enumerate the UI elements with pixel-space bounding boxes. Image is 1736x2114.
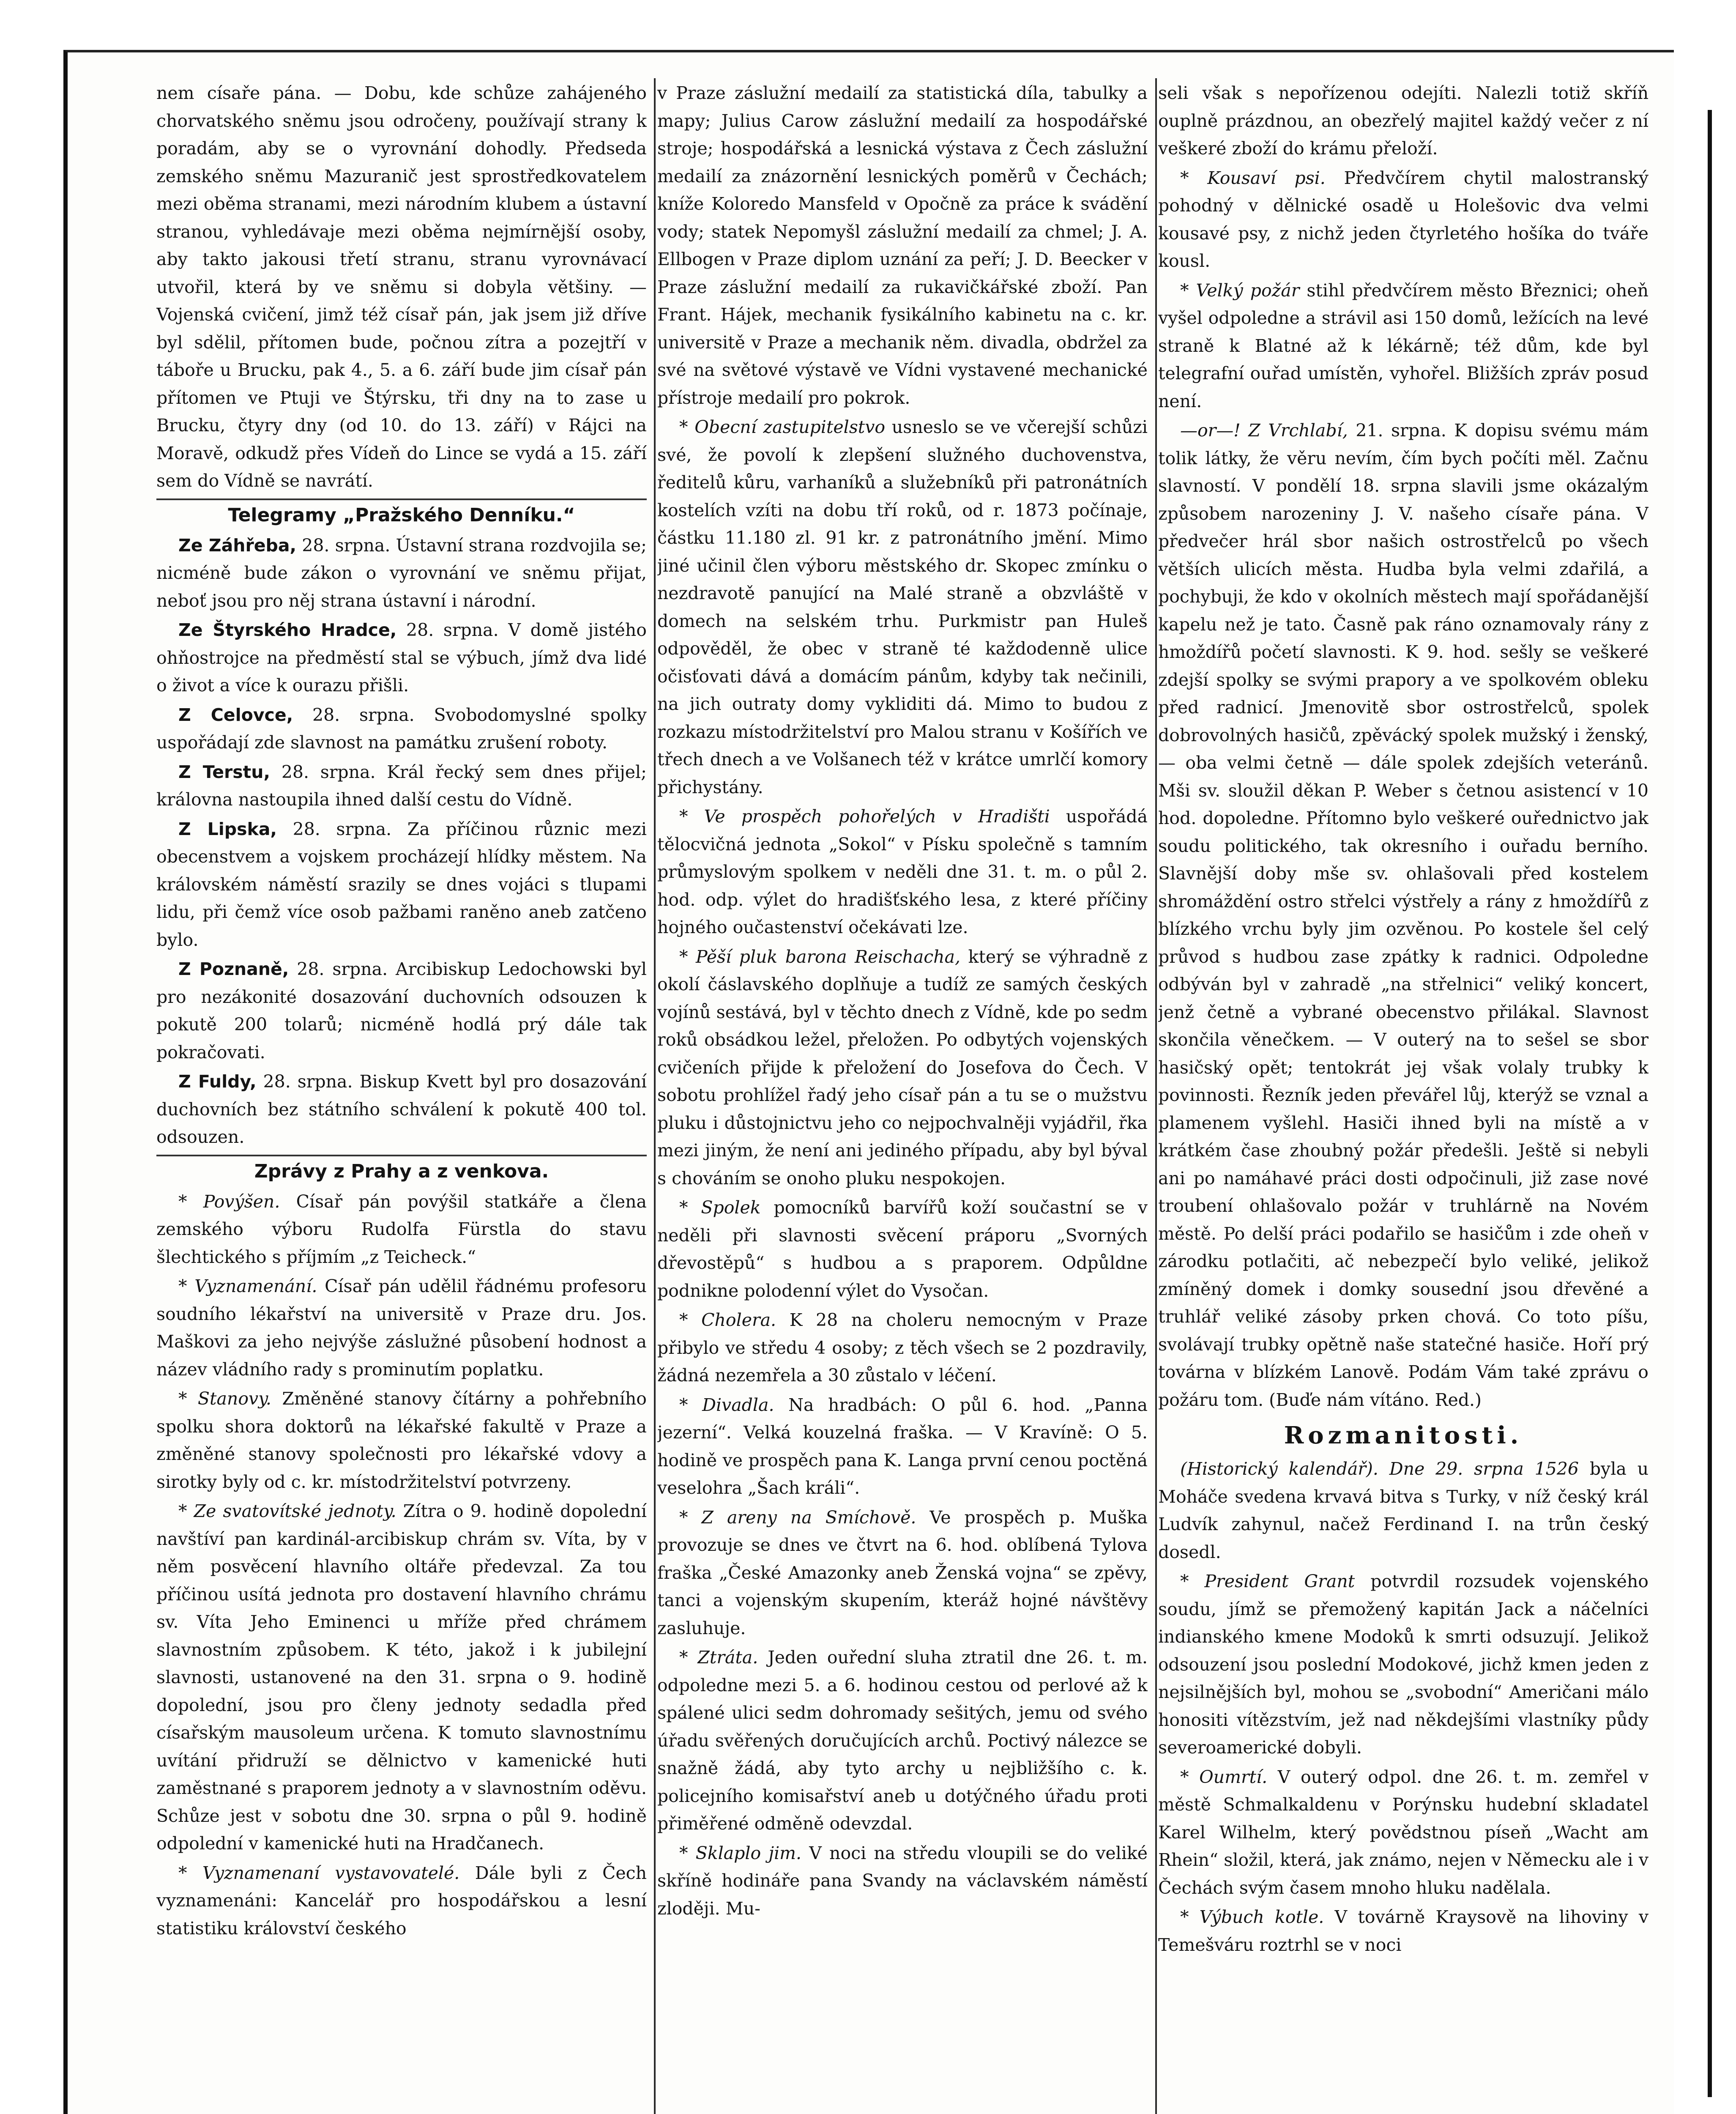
col3-paragraph: seli však s nepořízenou odejíti. Nalezli totiž skříň ouplně prázdnou, an obezřelý majitel každý večer z ní veškeré zboží do krámu přeloží. (1158, 83, 1649, 159)
telegram-item: Z Terstu, 28. srpna. Král řecký sem dnes přijel; královna nastoupila ihned další cestu do Vídně. (156, 761, 647, 810)
news-item: * Povýšen. Císař pán povýšil statkáře a člena zemského výboru Rudolfa Fürstla do stavu šlechtického s příjmím „z Teicheck.“ (156, 1191, 647, 1267)
telegram-item: Z Fuldy, 28. srpna. Biskup Kvett byl pro dosazování duchovních bez státního schválení k pokutě 400 tol. odsouzen. (156, 1071, 647, 1147)
news-item: (Historický kalendář). Dne 29. srpna 1526 byla u Moháče svedena krvavá bitva s Turky, v níž český král Ludvík zahynul, načež Ferdinand I. na trůn český dosedl. (1158, 1459, 1649, 1562)
news-item: * Výbuch kotle. V továrně Kraysově na lihoviny v Temešváru roztrhl se v noci (1158, 1907, 1649, 1955)
column-2 (657, 79, 1148, 2114)
telegram-item: Z Lipska, 28. srpna. Za příčinou různic mezi obecenstvem a vojskem procházejí hlídky městem. Na královském náměstí srazily se dnes vojáci s tlupami lidu, při čemž více osob pažbami raněno aneb zatčeno bylo. (156, 819, 647, 950)
news-item: * Ze svatovítské jednoty. Zítra o 9. hodině dopolední navštíví pan kardinál-arcibiskup chrám sv. Víta, by v něm posvěcení hlavního oltáře předevzal. Za tou příčinou usítá jednota pro dostavení hlavního chrámu sv. Víta Jeho Eminenci u mříže před chrámem slavnostním způsobem. K této, jakož i k jubilejní slavnosti, ustanovené na den 31. srpna o 9. hodině dopolední, jsou pro členy jednoty sedadla před císařským mausoleum určena. K tomuto slavnostnímu uvítání přidruží se dělnictvo v kamenické huti zaměstnané s praporem jednoty a v slavnostním oděvu. Schůze jest v sobotu dne 30. srpna o půl 9. hodině odpolední v kamenické huti na Hradčanech. (156, 1501, 647, 1854)
news-item: * Ztráta. Jeden ouřední sluha ztratil dne 26. t. m. odpoledne mezi 5. a 6. hodinou cestou od perlové až k spálené ulici sedm dohromady sešitých, jemu od svého úřadu svěřených doručujících archů. Poctivý nálezce se snažně žádá, aby tyto archy u nejbližšího c. k. policejního komisařství aneb u dotýčného úřadu proti přiměřené odměně odevzdal. (657, 1647, 1148, 1834)
telegram-heading: Telegramy „Pražského Denníku.“ (156, 498, 647, 526)
news-item: * President Grant potvrdil rozsudek vojenského soudu, jímž se přemožený kapitán Jack a náčelníci indianského kmene Modoků k smrti odsuzují. Jelikož odsouzení jsou poslední Modokové, jichž kmen jeden z nejsilnějších byl, mohou se „svobodní“ Američani málo honositi vítězstvím, jež nad někdejšími vlastníky půdy severoamerické dobyli. (1158, 1571, 1649, 1758)
telegram-item: Ze Štyrského Hradce, 28. srpna. V domě jistého ohňostrojce na předměstí stal se výbuch, jímž dva lidé o život a více k ourazu přišli. (156, 620, 647, 696)
news-item: * Vyznamenání. Císař pán udělil řádnému profesoru soudního lékařství na universitě v Praze dru. Jos. Maškovi za jeho nejvýše záslužné působení hodnost a název vládního rady s prominutím poplatku. (156, 1276, 647, 1380)
news-item: * Spolek pomocníků barvířů koží součastní se v neděli při slavnosti svěcení práporu „Svorných dřevostěpů“ s hudbou a s praporem. Odpůldne podnikne polodenní výlet do Vysočan. (657, 1197, 1148, 1301)
news-item: * Kousaví psi. Předvčírem chytil malostranský pohodný v dělnické osadě u Holešovic dva velmi kousavé psy, z nichž jeden čtyrletého hošíka do tváře kousl. (1158, 167, 1649, 271)
news-item: —or—! Z Vrchlabí, 21. srpna. K dopisu svému mám tolik látky, že věru nevím, čím bych počíti měl. Začnu slavností. V pondělí 18. srpna slavili jsme okázalým způsobem narozeniny J. V. našeho císaře pána. V předvečer hrál sbor našich ostrostřelců po všech větších ulicích města. Hudba byla velmi zdařilá, a pochybuji, že kdo v okolních městech mají spořádanější kapelu než je tato. Časně pak ráno oznamovaly rány z hmoždířů početí slavnosti. K 9. hod. sešly se veškeré zdejší spolky se svými prapory a ve spolkovém obleku před radnicí. Jmenovitě sbor ostrostřelců, spolek dobrovolných hasičů, zpěvácký spolek mužský i ženský, — oba velmi četně — dále spolek zdejších veteránů. Mši sv. sloužil děkan P. Weber s četnou asistencí v 10 hod. dopoledne. Přítomno bylo veškeré ouřednictvo jak soudu politického, tak okresního i ouřadu berního. Slavnější doby mše sv. ohlašovali před kostelem shromáždění ostro střelci výstřely a rány z hmoždířů z blízkého vrchu byly jim ozvěnou. Po kostele šel celý průvod s hudbou zase zpátky k radnici. Odpoledne odbýván byl v zahradě „na střelnici“ veliký koncert, jenž četně a vybrané obecenstvo přilákal. Slavnost skončila věnečkem. — V outerý na to sešel se sbor hasičský opět; tentokrát jej však volaly trubky k povinnosti. Řezník jeden převářel lůj, kterýž se vznal a plamenem vyšlehl. Hasiči ihned byli na místě a v krátkém čase zhoubný požár předešli. Ještě si nebyli ani po namáhavé práci dosti odpočinuli, již zase nové troubení ohlašovalo požár v truhlárně na Novém městě. Po delší práci podařilo se hasičům i zde oheň v zárodku potlačiti, ač nebezpečí bylo veliké, jelikož zmíněný domek i domky sousední jsou dřevěné a truhlář veliké zásoby prken chová. Co toto píšu, svolávají trubky opětně naše statečné hasiče. Hoří prý továrna v blízkém Lanově. Podám Vám také zprávu o požáru tom. (Buďe nám vítáno. Red.) (1158, 420, 1649, 1410)
news-item: * Z areny na Smíchově. Ve prospěch p. Muška provozuje se dnes ve čtvrt na 6. hod. oblíbená Tylova fraška „České Amazonky aneb Ženská vojna“ se zpěvy, tanci a vojenským skupením, kteráž hojné návštěvy zasluhuje. (657, 1507, 1148, 1638)
news-item: * Pěší pluk barona Reischacha, který se výhradně z okolí čáslavského doplňuje a tudíž ze samých českých vojínů sestává, byl v těchto dnech z Vídně, kde po sedm roků obsádkou ležel, přeložen. Po odbytých vojenských cvičeních přijde k přeložení do Josefova do Čech. V sobotu prohlížel řadý jeho císař pán a tu se o mužstvu pluku i důstojnictvu jeho co nejpochvalněji vyjádřil, řka mezi jiným, že není ani jediného případu, aby byl býval s chováním se onoho pluku nespokojen. (657, 946, 1148, 1188)
news-item: * Obecní zastupitelstvo usneslo se ve včerejší schůzi své, že povolí k zlepšení služného duchovenstva, ředitelů kůru, varhaníků a služebníků při patronátních kostelích vzíti na dobu tří roků, od r. 1873 počínaje, částku 11.180 zl. 91 kr. z patronátního jmění. Mimo jiné učinil člen výboru městského dr. Skopec zmínku o nezdravotě panující na Malé straně a obzvláště v domech na selském trhu. Purkmistr pan Huleš odpověděl, že obec v straně té každodenně ulice očisťovati dává a domácím pánům, kdyby tak nečinili, na jich outraty domy vykliditi dá. Mimo to budou z rozkazu místodržitelství pro Malou stranu v Košířích ve třech dnech a ve Volšanech též v krátce umrlčí komory přichystány. (657, 417, 1148, 797)
telegram-item: Z Poznaně, 28. srpna. Arcibiskup Ledochowski byl pro nezákonité dosazování duchovních odsouzen k pokutě 200 tolarů; nicméně hodlá prý dále tak pokračovati. (156, 959, 647, 1062)
news-item: * Vyznamenaní vystavovatelé. Dále byli z Čech vyznamenáni: Kancelář pro hospodářskou a lesní statistiku království českého (156, 1862, 647, 1939)
column-1 (156, 79, 647, 2114)
news-item: * Sklaplo jim. V noci na středu vloupili se do veliké skříně hodináře pana Svandy na václavském náměstí zloději. Mu- (657, 1843, 1148, 1919)
rozmanitosti-heading: Rozmanitosti. (1284, 1421, 1523, 1449)
news-item: * Oumrtí. V outerý odpol. dne 26. t. m. zemřel v městě Schmalkaldenu v Porýnsku hudební skladatel Karel Wilhelm, který povědstnou píseň „Wacht am Rhein“ složil, která, jak známo, nejen v Německu ale i v Čechách svým časem mnoho hluku nadělala. (1158, 1766, 1649, 1898)
news-item: * Cholera. K 28 na choleru nemocným v Praze přibylo ve středu 4 osoby; z těch všech se 2 pozdravily, žádná nezemřela a 30 zůstalo v léčení. (657, 1310, 1148, 1386)
column-3 (1158, 79, 1649, 2114)
col2-paragraph: v Praze záslužní medailí za statistická díla, tabulky a mapy; Julius Carow záslužní medailí za hospodářské stroje; hospodářská a lesnická výstava z Čech záslužní medailí za znázornění lesnických poměrů v Čechách; kníže Koloredo Mansfeld v Opočně za práce k svádění vody; statek Nepomyšl záslužní medailí za chmel; J. A. Ellbogen v Praze diplom uznání za peří; J. D. Beecker v Praze záslužní medailí za rukavičkářské zboží. Pan Frant. Hájek, mechanik fysikálního kabinetu na c. kr. universitě v Praze a mechanik něm. divadla, obdržel za své na světové výstavě ve Vídni vystavené mechanické přístroje medailí pro pokrok. (657, 83, 1148, 408)
col1-paragraph: nem císaře pána. — Dobu, kde schůze zahájeného chorvatského sněmu jsou odročeny, používají strany k poradám, aby se o vyrovnání dohodly. Předseda zemského sněmu Mazuranič jest sprostředkovatelem mezi oběma stranami, mezi národním klubem a ústavní stranou, vyhledávaje mezi oběma nejmírnější osoby, aby takto jakousi třetí stranu, stranu vyrovnávací utvořil, která by ve sněmu si dobyla většiny. — Vojenská cvičení, jimž též císař pán, jak jsem již dříve byl sdělil, přítomen bude, počnou zítra a pozejtří v táboře u Brucku, pak 4., 5. a 6. září bude jim císař pán přítomen ve Ptuji ve Štýrsku, tři dny na to zase u Brucku, čtyry dny (od 10. do 13. září) v Rájci na Moravě, odkudž přes Vídeň do Lince se vydá a 15. září sem do Vídně se navrátí. (156, 83, 647, 491)
news-item: * Divadla. Na hradbách: O půl 6. hod. „Panna jezerní“. Velká kouzelná fraška. — V Kravíně: O 5. hodině ve prospěch pana K. Langa první cenou poctěná veselohra „Šach králi“. (657, 1394, 1148, 1498)
telegram-item: Z Celovce, 28. srpna. Svobodomyslné spolky uspořádají zde slavnost na památku zrušení roboty. (156, 704, 647, 753)
page-edge-rule (1708, 110, 1712, 2097)
news-item: * Ve prospěch pohořelých v Hradišti uspořádá tělocvičná jednota „Sokol“ v Písku společně s tamním průmyslovým spolkem v neděli dne 31. t. m. o půl 2. hod. odp. výlet do hradišťského lesa, z které příčiny hojného oučastenství očekávati lze. (657, 806, 1148, 937)
telegram-item: Ze Záhřeba, 28. srpna. Ústavní strana rozdvojila se; nicméně bude zákon o vyrovnání ve sněmu přijat, neboť jsou pro něj strana ústavní i národní. (156, 535, 647, 611)
news-item: * Velký požár stihl předvčírem město Březnici; oheň vyšel odpoledne a strávil asi 150 domů, ležících na levé straně k Blatné až k lékárně; též dům, kde byl telegrafní ouřad umístěn, vyhořel. Bližších zpráv posud není. (1158, 280, 1649, 411)
news-item: * Stanovy. Změněné stanovy čítárny a pohřebního spolku shora doktorů na lékařské fakultě v Praze a změněné stanovy společnosti pro lékařské vdovy a sirotky byly od c. kr. místodržitelství potvrzeny. (156, 1388, 647, 1492)
news-heading: Zprávy z Prahy a z venkova. (156, 1155, 647, 1182)
newspaper-columns (93, 79, 1649, 2114)
